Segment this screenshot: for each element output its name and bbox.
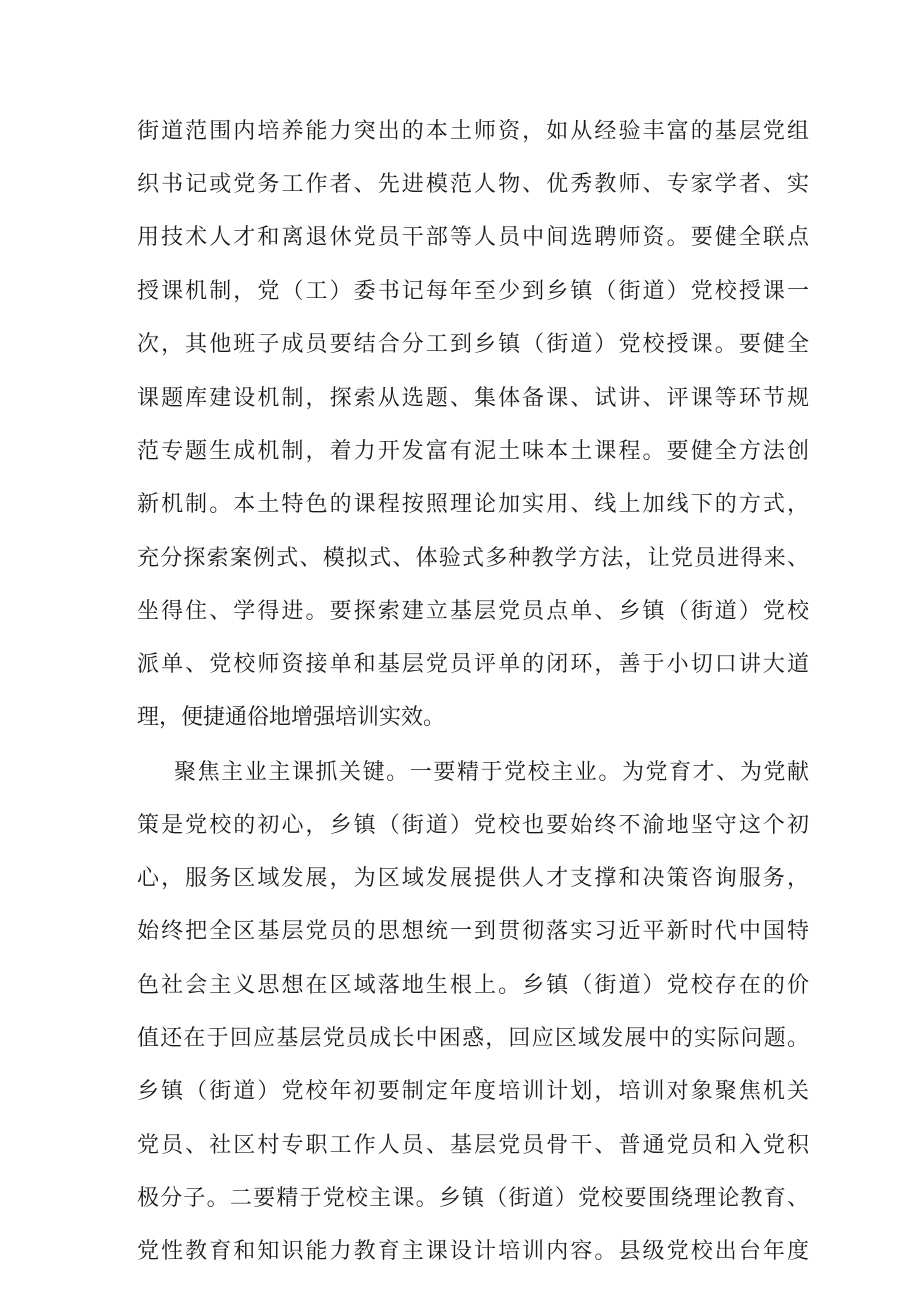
text-line: 用技术人才和离退休党员干部等人员中间选聘师资。要健全联点 bbox=[137, 225, 809, 250]
text-line: 始终把全区基层党员的思想统一到贯彻落实习近平新时代中国特 bbox=[137, 919, 809, 944]
text-line: 聚焦主业主课抓关键。一要精于党校主业。为党育才、为党献 bbox=[174, 760, 809, 785]
text-line: 极分子。二要精于党校主课。乡镇（街道）党校要围绕理论教育、 bbox=[137, 1186, 809, 1211]
text-line: 新机制。本土特色的课程按照理论加实用、线上加线下的方式， bbox=[137, 492, 809, 517]
text-line: 党员、社区村专职工作人员、基层党员骨干、普通党员和入党积 bbox=[137, 1133, 809, 1158]
text-line: 次，其他班子成员要结合分工到乡镇（街道）党校授课。要健全 bbox=[137, 332, 809, 357]
text-line: 心，服务区域发展，为区域发展提供人才支撑和决策咨询服务， bbox=[137, 866, 809, 891]
text-line: 党性教育和知识能力教育主课设计培训内容。县级党校出台年度 bbox=[137, 1239, 809, 1264]
text-line: 课题库建设机制，探索从选题、集体备课、试讲、评课等环节规 bbox=[137, 386, 809, 411]
text-line: 理，便捷通俗地增强培训实效。 bbox=[137, 705, 446, 730]
text-line: 授课机制，党（工）委书记每年至少到乡镇（街道）党校授课一 bbox=[137, 279, 809, 304]
text-line: 乡镇（街道）党校年初要制定年度培训计划，培训对象聚焦机关 bbox=[137, 1079, 809, 1104]
text-line: 派单、党校师资接单和基层党员评单的闭环，善于小切口讲大道 bbox=[137, 652, 809, 677]
text-line: 街道范围内培养能力突出的本土师资，如从经验丰富的基层党组 bbox=[137, 119, 809, 144]
text-line: 策是党校的初心，乡镇（街道）党校也要始终不渝地坚守这个初 bbox=[137, 813, 809, 838]
text-line: 色社会主义思想在区域落地生根上。乡镇（街道）党校存在的价 bbox=[137, 973, 809, 998]
text-line: 值还在于回应基层党员成长中困惑，回应区域发展中的实际问题。 bbox=[137, 1026, 809, 1051]
text-line: 织书记或党务工作者、先进模范人物、优秀教师、专家学者、实 bbox=[137, 172, 809, 197]
text-line: 范专题生成机制，着力开发富有泥土味本土课程。要健全方法创 bbox=[137, 439, 809, 464]
text-line: 充分探索案例式、模拟式、体验式多种教学方法，让党员进得来、 bbox=[137, 546, 809, 571]
text-line: 坐得住、学得进。要探索建立基层党员点单、乡镇（街道）党校 bbox=[137, 599, 809, 624]
